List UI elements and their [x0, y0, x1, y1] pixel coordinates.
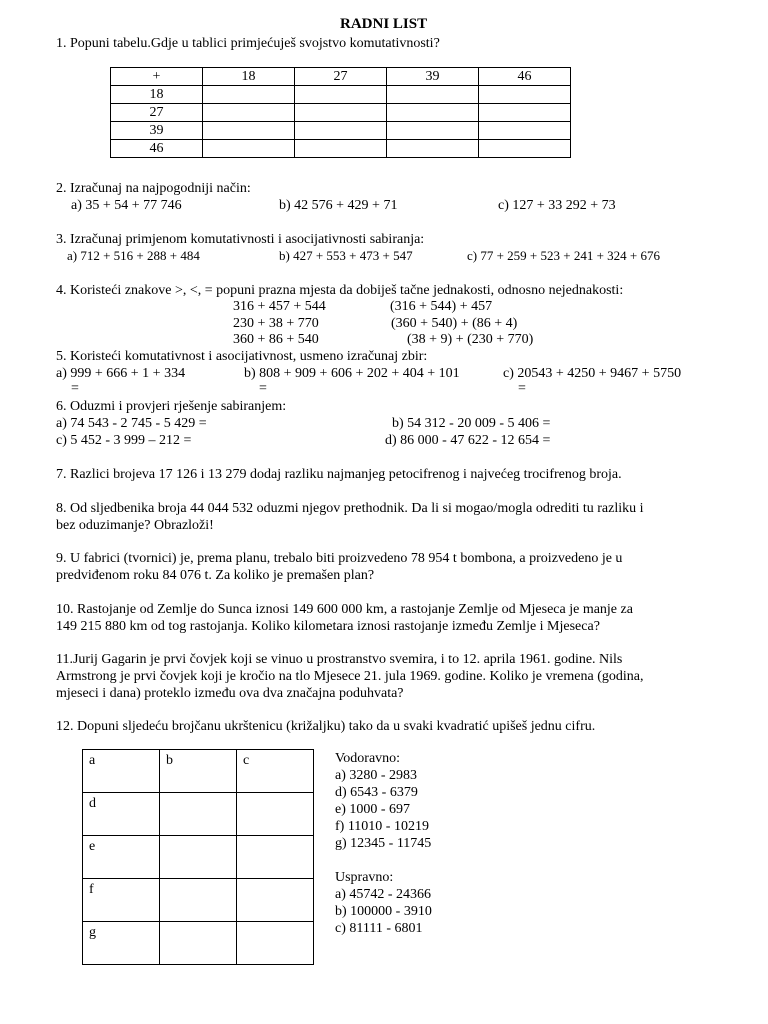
crossword-cell-f[interactable]: f [83, 879, 160, 922]
down-clue-b: b) 100000 - 3910 [335, 904, 432, 919]
question-3: 3. Izračunaj primjenom komutativnosti i asocijativnosti sabiranja: [56, 232, 425, 247]
q5-item-a: a) 999 + 666 + 1 + 334 [56, 366, 186, 381]
table-row-label: 46 [111, 140, 203, 158]
page-title: RADNI LIST [340, 16, 428, 32]
table-cell[interactable] [203, 104, 295, 122]
question-7: 7. Razlici brojeva 17 126 i 13 279 dodaj razliku najmanjeg petocifrenog i najvećeg trocifrenog broja. [56, 467, 622, 482]
q3-item-b: b) 427 + 553 + 473 + 547 [279, 248, 413, 263]
question-10-line-2: 149 215 880 km od tog rastojanja. Koliko kilometara iznosi rastojanje između Zemlje i Mjeseca? [56, 619, 600, 634]
across-clue-f: f) 11010 - 10219 [335, 819, 429, 834]
down-title: Uspravno: [335, 870, 394, 885]
crossword-cell[interactable] [237, 793, 314, 836]
question-11-line-3: mjeseci i dana) proteklo između ova dva značajna poduhvata? [56, 686, 404, 701]
crossword-cell[interactable] [160, 922, 237, 965]
down-clue-a: a) 45742 - 24366 [335, 887, 432, 902]
question-9-line-2: predviđenom roku 84 076 t. Za koliko je premašen plan? [56, 568, 375, 583]
table-cell[interactable] [203, 122, 295, 140]
table-cell[interactable] [295, 104, 387, 122]
q4-right-1: (316 + 544) + 457 [390, 299, 493, 314]
table-row-label: 39 [111, 122, 203, 140]
crossword-cell[interactable] [160, 836, 237, 879]
crossword-row [83, 793, 314, 836]
across-clue-a: a) 3280 - 2983 [335, 768, 418, 783]
across-clue-d: d) 6543 - 6379 [335, 785, 418, 800]
q6-item-c: c) 5 452 - 3 999 – 212 = [56, 433, 192, 448]
down-clue-c: c) 81111 - 6801 [335, 921, 423, 936]
crossword-row [83, 750, 314, 793]
table-cell[interactable] [295, 122, 387, 140]
table-header-cell: 46 [479, 68, 571, 86]
q5-equals-a: = [71, 381, 79, 396]
crossword-cell-d[interactable]: d [83, 793, 160, 836]
question-11-line-1: 11.Jurij Gagarin je prvi čovjek koji se vinuo u prostranstvo svemira, i to 12. aprila 1961. godine. Nils [56, 652, 623, 667]
q5-equals-b: = [259, 381, 267, 396]
q5-equals-c: = [518, 381, 526, 396]
question-8-line-2: bez oduzimanje? Obrazloži! [56, 518, 214, 533]
crossword-cell-e[interactable]: e [83, 836, 160, 879]
table-cell[interactable] [203, 140, 295, 158]
question-5: 5. Koristeći komutativnost i asocijativnost, usmeno izračunaj zbir: [56, 349, 428, 364]
q2-item-c: c) 127 + 33 292 + 73 [498, 198, 616, 213]
question-12: 12. Dopuni sljedeću brojčanu ukrštenicu (križaljku) tako da u svaki kvadratić upišeš jednu cifru. [56, 719, 596, 734]
crossword-cell[interactable] [237, 836, 314, 879]
q2-item-a: a) 35 + 54 + 77 746 [71, 198, 182, 213]
q4-right-3: (38 + 9) + (230 + 770) [407, 332, 534, 347]
table-row [111, 104, 571, 122]
table-cell[interactable] [295, 140, 387, 158]
table-cell[interactable] [295, 86, 387, 104]
table-cell[interactable] [387, 140, 479, 158]
question-10-line-1: 10. Rastojanje od Zemlje do Sunca iznosi 149 600 000 km, a rastojanje Zemlje od Mjeseca je manje za [56, 602, 633, 617]
crossword-cell[interactable] [237, 922, 314, 965]
crossword-cell[interactable] [160, 793, 237, 836]
question-6: 6. Oduzmi i provjeri rješenje sabiranjem: [56, 399, 287, 414]
table-cell[interactable] [479, 86, 571, 104]
question-8-line-1: 8. Od sljedbenika broja 44 044 532 oduzmi njegov prethodnik. Da li si mogao/mogla odrediti tu razliku i [56, 501, 644, 516]
across-clue-g: g) 12345 - 11745 [335, 836, 432, 851]
table-cell[interactable] [387, 86, 479, 104]
q6-item-a: a) 74 543 - 2 745 - 5 429 = [56, 416, 207, 431]
across-title: Vodoravno: [335, 751, 401, 766]
question-1: 1. Popuni tabelu.Gdje u tablici primjećuješ svojstvo komutativnosti? [56, 36, 440, 51]
table-header-row [111, 68, 571, 86]
crossword-cell[interactable] [160, 879, 237, 922]
table-cell[interactable] [203, 86, 295, 104]
crossword-cell-a[interactable]: a [83, 750, 160, 793]
crossword-cell-g[interactable]: g [83, 922, 160, 965]
table-row [111, 122, 571, 140]
q4-left-1: 316 + 457 + 544 [233, 299, 326, 314]
crossword-cell[interactable] [237, 879, 314, 922]
q5-item-c: c) 20543 + 4250 + 9467 + 5750 [503, 366, 682, 381]
table-header-cell: + [111, 68, 203, 86]
q6-item-d: d) 86 000 - 47 622 - 12 654 = [385, 433, 551, 448]
q6-item-b: b) 54 312 - 20 009 - 5 406 = [392, 416, 551, 431]
crossword-grid [82, 749, 314, 965]
q2-item-b: b) 42 576 + 429 + 71 [279, 198, 398, 213]
crossword-row [83, 836, 314, 879]
question-4: 4. Koristeći znakove >, <, = popuni prazna mjesta da dobiješ tačne jednakosti, odnosno nejednakosti: [56, 283, 624, 298]
table-cell[interactable] [479, 140, 571, 158]
crossword-cell-b[interactable]: b [160, 750, 237, 793]
table-cell[interactable] [479, 122, 571, 140]
across-clue-e: e) 1000 - 697 [335, 802, 411, 817]
table-row-label: 18 [111, 86, 203, 104]
question-11-line-2: Armstrong je prvi čovjek koji je kročio na tlo Mjesece 21. jula 1969. godine. Koliko je vremena (godina, [56, 669, 644, 684]
table-row [111, 86, 571, 104]
table-header-cell: 18 [203, 68, 295, 86]
table-cell[interactable] [479, 104, 571, 122]
table-row [111, 140, 571, 158]
q4-right-2: (360 + 540) + (86 + 4) [391, 316, 518, 331]
question-9-line-1: 9. U fabrici (tvornici) je, prema planu, trebalo biti proizvedeno 78 954 t bombona, a proizvedeno je u [56, 551, 623, 566]
q4-left-3: 360 + 86 + 540 [233, 332, 319, 347]
table-cell[interactable] [387, 122, 479, 140]
table-header-cell: 27 [295, 68, 387, 86]
crossword-row [83, 922, 314, 965]
question-2: 2. Izračunaj na najpogodniji način: [56, 181, 251, 196]
q4-left-2: 230 + 38 + 770 [233, 316, 319, 331]
crossword-cell-c[interactable]: c [237, 750, 314, 793]
q5-item-b: b) 808 + 909 + 606 + 202 + 404 + 101 [244, 366, 460, 381]
crossword-row [83, 879, 314, 922]
q3-item-c: c) 77 + 259 + 523 + 241 + 324 + 676 [467, 248, 661, 263]
table-header-cell: 39 [387, 68, 479, 86]
addition-table [110, 67, 571, 158]
q3-item-a: a) 712 + 516 + 288 + 484 [67, 248, 200, 263]
table-cell[interactable] [387, 104, 479, 122]
table-row-label: 27 [111, 104, 203, 122]
